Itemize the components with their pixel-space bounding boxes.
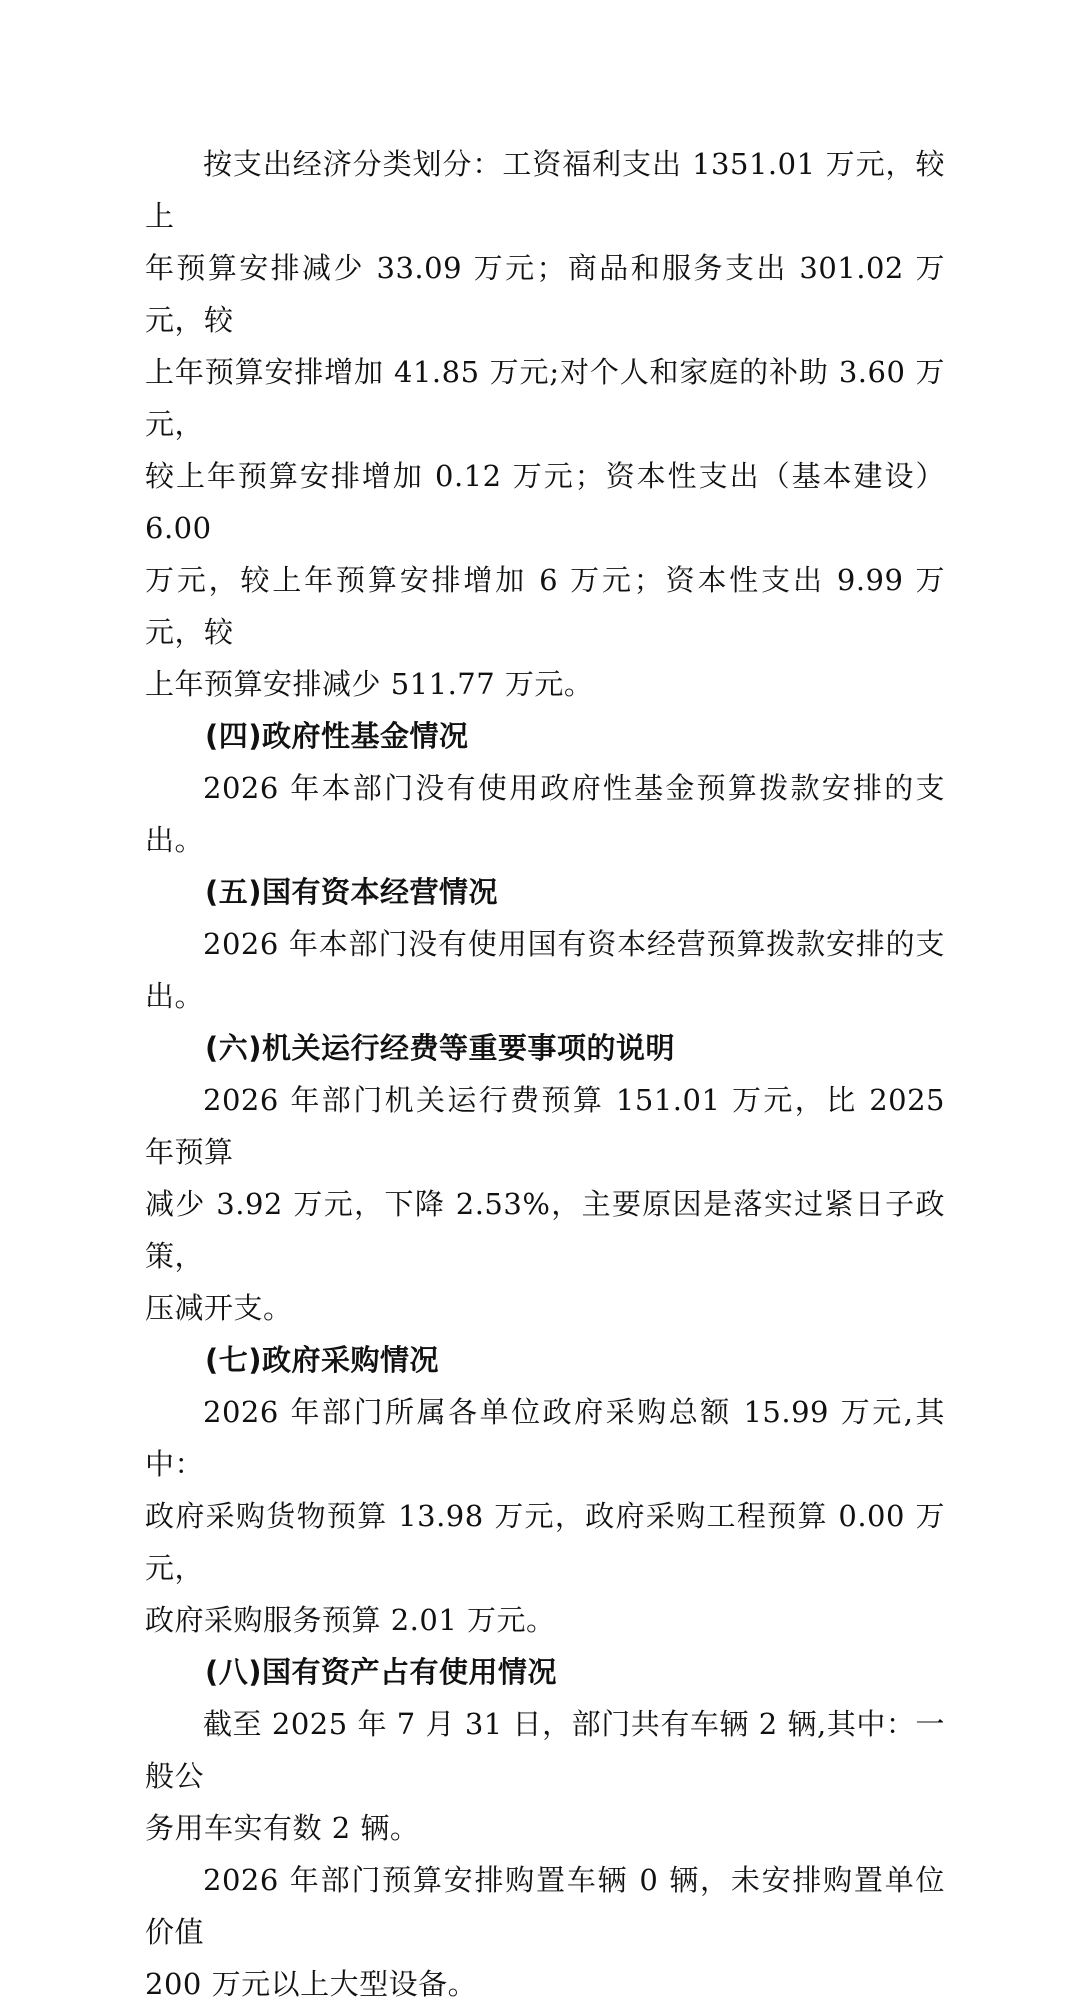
text-line: 截至 2025 年 7 月 31 日，部门共有车辆 2 辆,其中：一般公 <box>145 1707 945 1793</box>
text-line: 2026 年本部门没有使用国有资本经营预算拨款安排的支出。 <box>145 927 945 1013</box>
section-heading-procurement: (七)政府采购情况 <box>205 1343 440 1377</box>
paragraph-procurement <box>145 1386 945 1646</box>
paragraph-operating-expenses <box>145 1074 945 1334</box>
paragraph-state-capital <box>145 918 945 1022</box>
text-line: 政府采购货物预算 13.98 万元，政府采购工程预算 0.00 万元， <box>145 1499 945 1585</box>
text-line: 2026 年本部门没有使用政府性基金预算拨款安排的支出。 <box>145 771 945 857</box>
document-body <box>145 138 945 2010</box>
text-line: 上年预算安排减少 511.77 万元。 <box>145 667 594 701</box>
text-line: 200 万元以上大型设备。 <box>145 1967 478 2001</box>
section-heading-government-fund: (四)政府性基金情况 <box>205 719 469 753</box>
text-line: 2026 年部门所属各单位政府采购总额 15.99 万元,其中： <box>145 1395 945 1481</box>
section-heading-state-capital: (五)国有资本经营情况 <box>205 875 499 909</box>
paragraph-vehicles <box>145 1698 945 1854</box>
text-line: 压减开支。 <box>145 1291 293 1325</box>
text-line: 上年预算安排增加 41.85 万元;对个人和家庭的补助 3.60 万元， <box>145 355 945 441</box>
text-line: 年预算安排减少 33.09 万元；商品和服务支出 301.02 万元，较 <box>145 251 945 337</box>
paragraph-government-fund <box>145 762 945 866</box>
text-line: 2026 年部门预算安排购置车辆 0 辆，未安排购置单位价值 <box>145 1863 945 1949</box>
text-line: 较上年预算安排增加 0.12 万元；资本性支出（基本建设）6.00 <box>145 459 945 545</box>
section-heading-operating-expenses: (六)机关运行经费等重要事项的说明 <box>205 1031 676 1065</box>
text-line: 减少 3.92 万元，下降 2.53%，主要原因是落实过紧日子政策， <box>145 1187 945 1273</box>
text-line: 务用车实有数 2 辆。 <box>145 1811 420 1845</box>
text-line: 政府采购服务预算 2.01 万元。 <box>145 1603 556 1637</box>
paragraph-expense-classification <box>145 138 945 710</box>
section-heading-state-assets: (八)国有资产占有使用情况 <box>205 1655 558 1689</box>
paragraph-vehicle-purchase <box>145 1854 945 2010</box>
text-line: 2026 年部门机关运行费预算 151.01 万元，比 2025 年预算 <box>145 1083 945 1169</box>
text-line: 按支出经济分类划分：工资福利支出 1351.01 万元，较上 <box>145 147 945 233</box>
text-line: 万元，较上年预算安排增加 6 万元；资本性支出 9.99 万元，较 <box>145 563 945 649</box>
